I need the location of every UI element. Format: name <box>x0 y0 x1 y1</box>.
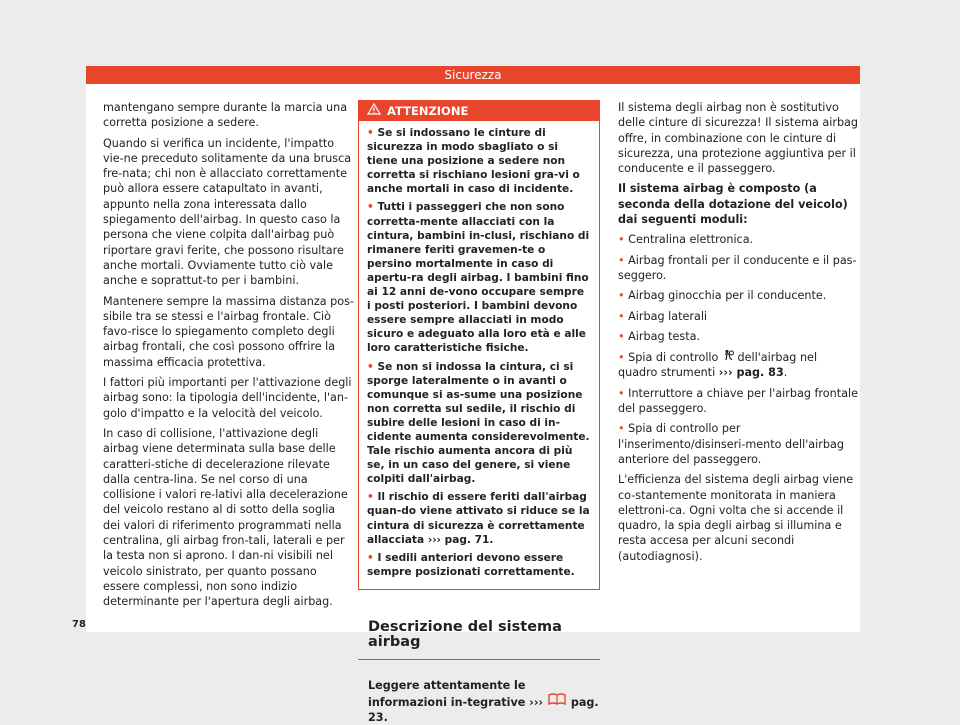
manual-page <box>86 66 860 632</box>
bullet-icon: • <box>367 552 377 564</box>
section-intro: Leggere attentamente le informazioni in-tegrative ››› pag. 23. <box>358 678 600 725</box>
page-reference-link[interactable]: ››› pag. 83 <box>719 366 784 379</box>
warning-item: • Il rischio di essere feriti dall'airbag quan-do viene attivato si riduce se la cintura di sicurezza è correttamente allacciata ››› pag. 71. <box>367 490 591 546</box>
bullet-icon: • <box>618 387 628 400</box>
list-item: • Interruttore a chiave per l'airbag frontale del passeggero. <box>618 386 858 417</box>
page-number: 78 <box>72 619 86 630</box>
column-middle <box>358 100 600 725</box>
bullet-icon: • <box>618 422 628 435</box>
warning-header <box>359 101 599 121</box>
list-item: • Spia di controllo dell'airbag nel quadro strumenti ››› pag. 83. <box>618 349 858 381</box>
paragraph: Mantenere sempre la massima distanza pos-sibile tra se stessi e l'airbag frontale. Ciò favo-risce lo spiegamento completo degli airbag frontali, che così possono offrire la massima efficacia protettiva. <box>103 294 355 370</box>
info-book-icon <box>547 696 567 709</box>
bullet-icon: • <box>367 201 377 213</box>
column-left <box>103 100 355 615</box>
airbag-warning-icon <box>722 351 734 364</box>
warning-icon <box>367 101 383 121</box>
paragraph: Il sistema degli airbag non è sostitutivo delle cinture di sicurezza! Il sistema airbag offre, in combinazione con le cinture di sicurezza, una protezione aggiuntiva per il conducente e il passeggero. <box>618 100 858 176</box>
column-right <box>618 100 858 569</box>
list-item: • Centralina elettronica. <box>618 232 858 247</box>
modules-heading: Il sistema airbag è composto (a seconda della dotazione del veicolo) dai seguenti moduli: <box>618 181 858 227</box>
warning-item: • I sedili anteriori devono essere sempre posizionati correttamente. <box>367 551 591 579</box>
paragraph: L'efficienza del sistema degli airbag viene co-stantemente monitorata in maniera elettroni-ca. Ogni volta che si accende il quadro, la spia degli airbag si illumina e resta accesa per alcuni secondi (autodiagnosi). <box>618 472 858 564</box>
list-item: • Airbag frontali per il conducente e il pas-seggero. <box>618 253 858 284</box>
bullet-icon: • <box>367 361 377 373</box>
list-item: • Airbag ginocchia per il conducente. <box>618 288 858 303</box>
bullet-icon: • <box>367 491 377 503</box>
section-header: Sicurezza <box>86 66 860 84</box>
warning-box <box>358 100 600 590</box>
list-item: • Spia di controllo per l'inserimento/disinseri-mento dell'airbag anteriore del passeggero. <box>618 421 858 467</box>
bullet-icon: • <box>367 127 377 139</box>
warning-item: • Tutti i passeggeri che non sono corretta-mente allacciati con la cintura, bambini in-clusi, rischiano di rimanere feriti gravemen-te o persino mortalmente in caso di apertu-ra degli airbag. I bambini fino ai 12 anni de-vono occupare sempre i posti posteriori. I bambini devono essere sempre allacciati in modo sicuro e adeguato alla loro età e alle loro caratteristiche fisiche. <box>367 200 591 355</box>
page-reference-link[interactable]: pag. 23. <box>368 696 599 724</box>
bullet-icon: • <box>618 310 628 323</box>
warning-item: • Se non si indossa la cintura, ci si sporge lateralmente o in avanti o comunque si as-sume una posizione non corretta sul sedile, il rischio di subire delle lesioni in caso di in-cidente aumenta considerevolmente. Tale rischio aumenta ancora di più se, in un caso del genere, si viene colpiti dall'airbag. <box>367 360 591 487</box>
paragraph: I fattori più importanti per l'attivazione degli airbag sono: la tipologia dell'incidente, l'an-golo d'impatto e la velocità del veicolo. <box>103 375 355 421</box>
warning-item: • Se si indossano le cinture di sicurezza in modo sbagliato o si tiene una posizione a sedere non corretta si rischiano lesioni gra-vi o anche mortali in caso di incidente. <box>367 126 591 196</box>
warning-title: ATTENZIONE <box>387 104 468 118</box>
section-title: Descrizione del sistema airbag <box>358 620 600 651</box>
paragraph: In caso di collisione, l'attivazione degli airbag viene determinata sulla base delle caratteri-stiche di decelerazione rilevate dalla centra-lina. Se nel corso di una collisione i valori re-lativi alla decelerazione del veicolo restano al di sotto della soglia dei valori di riferimento programmati nella centralina, gli airbag fron-tali, laterali e per la testa non si aprono. I dan-ni visibili nel veicolo sinistrato, per quanto possano essere complessi, non sono indizio determinante per l'apertura degli airbag. <box>103 426 355 610</box>
list-item: • Airbag testa. <box>618 329 858 344</box>
bullet-icon: • <box>618 351 628 364</box>
bullet-icon: • <box>618 254 628 267</box>
list-item: • Airbag laterali <box>618 309 858 324</box>
paragraph: Quando si verifica un incidente, l'impatto vie-ne preceduto solitamente da una brusca fre-nata; chi non è allacciato correttamente può allora essere catapultato in avanti, appunto nella zona interessata dallo spiegamento dell'airbag. In questo caso la persona che viene colpita dall'airbag può riportare gravi ferite, che possono risultare anche mortali. Ovviamente tutto ciò vale anche e soprattut-to per i bambini. <box>103 136 355 289</box>
section-divider <box>358 659 600 660</box>
bullet-icon: • <box>618 233 628 246</box>
page-reference-link[interactable]: ››› pag. 71. <box>428 534 494 546</box>
paragraph: mantengano sempre durante la marcia una corretta posizione a sedere. <box>103 100 355 131</box>
modules-list <box>618 232 858 467</box>
warning-body <box>359 121 599 589</box>
bullet-icon: • <box>618 289 628 302</box>
bullet-icon: • <box>618 330 628 343</box>
